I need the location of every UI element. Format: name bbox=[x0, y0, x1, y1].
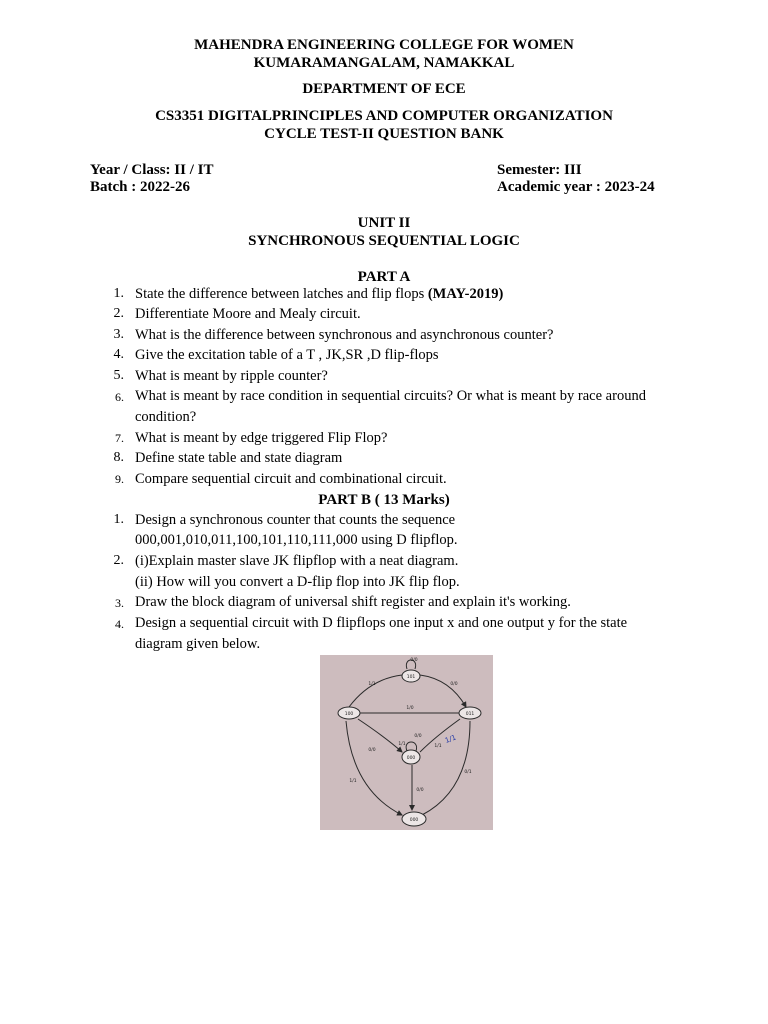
part-b-heading: PART B ( 13 Marks) bbox=[318, 492, 450, 508]
edge-100-000 bbox=[358, 719, 402, 752]
question-text: Compare sequential circuit and combinational circuit. bbox=[135, 471, 447, 487]
exam-tag: (MAY-2019) bbox=[427, 286, 504, 302]
college-name: MAHENDRA ENGINEERING COLLEGE FOR WOMEN bbox=[194, 37, 574, 53]
edge-label: 0/0 bbox=[368, 748, 376, 753]
question-number: 1. bbox=[113, 286, 124, 301]
question-text: What is meant by ripple counter? bbox=[135, 368, 328, 384]
edge-100-101 bbox=[349, 675, 402, 707]
edge-label: 0/0 bbox=[450, 682, 458, 687]
state-label: 000 bbox=[409, 818, 419, 823]
edge-011-bottom bbox=[422, 721, 470, 815]
question-text-continued: diagram given below. bbox=[135, 636, 261, 652]
question-number: 5. bbox=[113, 368, 124, 383]
question-number: 8. bbox=[113, 450, 124, 465]
unit-number: UNIT II bbox=[357, 215, 411, 231]
edge-label: 1/1 bbox=[398, 742, 406, 747]
state-diagram bbox=[320, 655, 493, 830]
question-text: What is meant by edge triggered Flip Flop? bbox=[135, 430, 388, 446]
question-text: Differentiate Moore and Mealy circuit. bbox=[135, 306, 361, 322]
question-text: What is meant by race condition in sequential circuits? Or what is meant by race around bbox=[135, 388, 646, 404]
question-text-continued: (ii) How will you convert a D-flip flop into JK flip flop. bbox=[135, 574, 460, 590]
question-text bbox=[135, 284, 503, 305]
question-text: Define state table and state diagram bbox=[135, 450, 343, 466]
question-number: 2. bbox=[113, 306, 124, 321]
edge-label: 1/1 bbox=[349, 779, 357, 784]
question-text: Give the excitation table of a T , JK,SR ,D flip-flops bbox=[135, 347, 439, 363]
state-label: 000 bbox=[406, 756, 416, 761]
edge-100-bottom bbox=[346, 721, 402, 815]
edge-label: 0/0 bbox=[410, 658, 418, 663]
question-text: (i)Explain master slave JK flipflop with a neat diagram. bbox=[135, 553, 459, 569]
question-text: Draw the block diagram of universal shift register and explain it's working. bbox=[135, 594, 571, 610]
question-number: 3. bbox=[115, 596, 124, 610]
question-number: 6. bbox=[115, 390, 124, 404]
question-text-continued: 000,001,010,011,100,101,110,111,000 using D flipflop. bbox=[135, 532, 458, 548]
question-number: 1. bbox=[113, 512, 124, 527]
state-label: 011 bbox=[465, 712, 475, 717]
question-number: 9. bbox=[115, 472, 124, 486]
question-number: 3. bbox=[113, 327, 124, 342]
test-title: CYCLE TEST-II QUESTION BANK bbox=[264, 126, 504, 142]
question-number: 4. bbox=[113, 347, 124, 362]
college-location: KUMARAMANGALAM, NAMAKKAL bbox=[253, 55, 515, 71]
department-title: DEPARTMENT OF ECE bbox=[302, 81, 466, 97]
question-number: 2. bbox=[113, 553, 124, 568]
year-class: Year / Class: II / IT bbox=[90, 162, 214, 178]
batch: Batch : 2022-26 bbox=[90, 179, 190, 195]
semester: Semester: III bbox=[497, 162, 582, 178]
question-text: Design a synchronous counter that counts the sequence bbox=[135, 512, 456, 528]
question-text: Design a sequential circuit with D flipflops one input x and one output y for the state bbox=[135, 615, 628, 631]
question-number: 4. bbox=[115, 617, 124, 631]
part-a-heading: PART A bbox=[357, 269, 411, 285]
edge-label: 1/1 bbox=[368, 682, 376, 687]
course-title: CS3351 DIGITALPRINCIPLES AND COMPUTER ORGANIZATION bbox=[155, 108, 613, 124]
question-number: 7. bbox=[115, 431, 124, 445]
edge-label: 1/1 bbox=[434, 744, 442, 749]
edge-label: 1/0 bbox=[406, 706, 414, 711]
edge-label: 0/0 bbox=[416, 788, 424, 793]
state-diagram-figure bbox=[320, 655, 493, 830]
state-label: 100 bbox=[344, 712, 354, 717]
edge-101-011 bbox=[420, 675, 466, 707]
edge-label: 0/0 bbox=[414, 734, 422, 739]
question-text: What is the difference between synchronous and asynchronous counter? bbox=[135, 327, 554, 343]
question-text-continued: condition? bbox=[135, 409, 197, 425]
academic-year: Academic year : 2023-24 bbox=[497, 179, 655, 195]
edge-label: 0/1 bbox=[464, 770, 472, 775]
pen-annotation: 1/1 bbox=[443, 733, 458, 745]
unit-title: SYNCHRONOUS SEQUENTIAL LOGIC bbox=[248, 233, 520, 249]
state-label: 101 bbox=[406, 675, 416, 680]
question-body: State the difference between latches and flip flops bbox=[135, 286, 428, 302]
